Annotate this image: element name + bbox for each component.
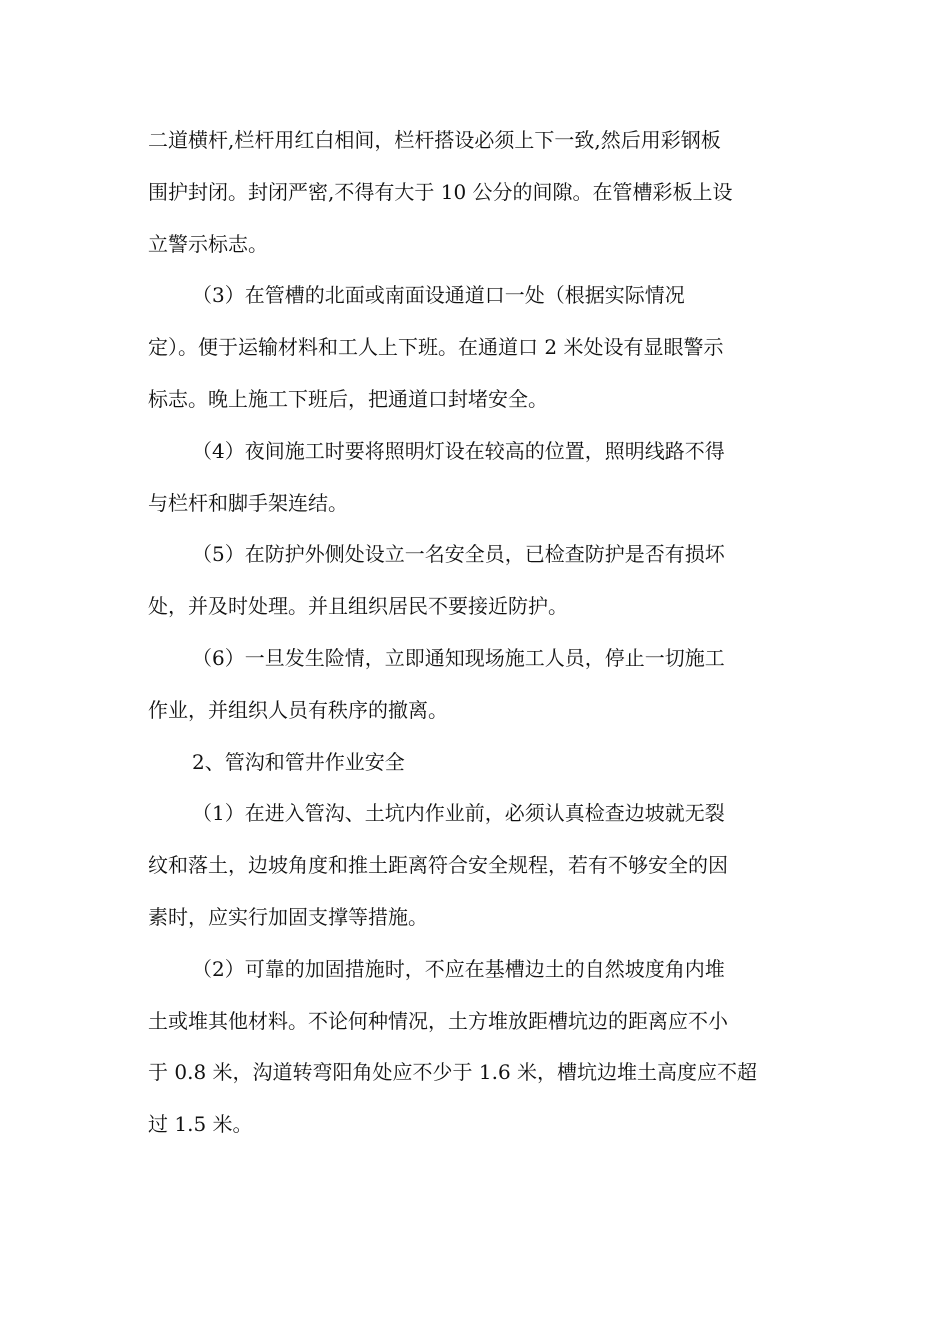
paragraph-item-3 (148, 270, 808, 425)
paragraph-item-5 (148, 529, 808, 633)
text-line: 土或堆其他材料。不论何种情况，土方堆放距槽坑边的距离应不小 (148, 1008, 728, 1033)
text-line: 过 1.5 米。 (148, 1112, 253, 1137)
text-line: （6）一旦发生险情，立即通知现场施工人员，停止一切施工 (192, 645, 725, 670)
section-heading-text: 2、管沟和管井作业安全 (192, 749, 405, 774)
text-line: 于 0.8 米，沟道转弯阳角处应不少于 1.6 米，槽坑边堆土高度应不超 (148, 1060, 758, 1085)
text-line: 定）。便于运输材料和工人上下班。在通道口 2 米处设有显眼警示 (148, 335, 724, 360)
text-line: 标志。晚上施工下班后，把通道口封堵安全。 (148, 386, 548, 411)
text-line: 纹和落土，边坡角度和推土距离符合安全规程，若有不够安全的因 (148, 853, 728, 878)
text-line: 二道横杆,栏杆用红白相间，栏杆搭设必须上下一致,然后用彩钢板 (148, 128, 721, 152)
text-line: 作业，并组织人员有秩序的撤离。 (148, 697, 448, 722)
paragraph-item-4 (148, 426, 808, 530)
section-heading (148, 737, 808, 789)
paragraph-railing-continuation (148, 115, 808, 270)
text-line: （2）可靠的加固措施时，不应在基槽边土的自然坡度角内堆 (192, 956, 725, 981)
text-line: 立警示标志。 (148, 231, 268, 256)
text-line: （1）在进入管沟、土坑内作业前，必须认真检查边坡就无裂 (192, 801, 725, 826)
text-line: （5）在防护外侧处设立一名安全员，已检查防护是否有损坏 (192, 542, 725, 567)
text-line: 与栏杆和脚手架连结。 (148, 490, 348, 515)
document-body (148, 115, 808, 1151)
text-line: 素时，应实行加固支撑等措施。 (148, 904, 428, 929)
text-line: （4）夜间施工时要将照明灯设在较高的位置，照明线路不得 (192, 438, 725, 463)
text-line: （3）在管槽的北面或南面设通道口一处（根据实际情况 (192, 283, 685, 308)
text-line: 处，并及时处理。并且组织居民不要接近防护。 (148, 594, 568, 619)
paragraph-item-6 (148, 633, 808, 737)
paragraph-item-1 (148, 788, 808, 943)
paragraph-item-2 (148, 944, 808, 1151)
text-line: 围护封闭。封闭严密,不得有大于 10 公分的间隙。在管槽彩板上设 (148, 179, 733, 204)
